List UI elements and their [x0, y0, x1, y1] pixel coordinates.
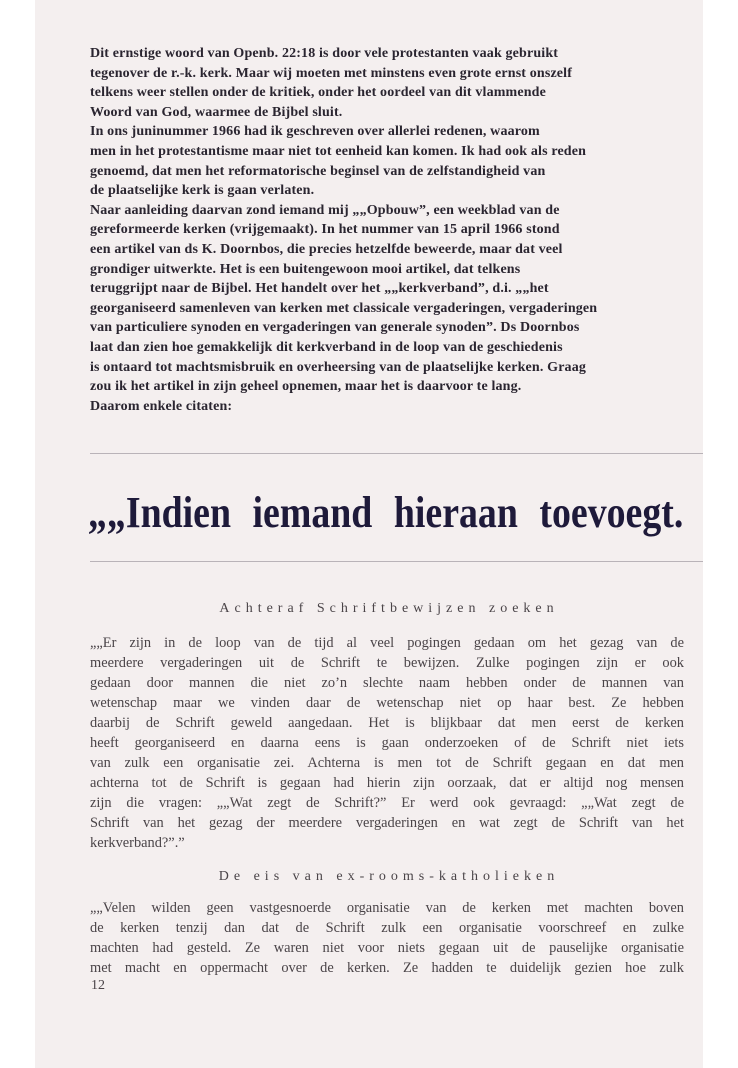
text-line: zou ik het artikel in zijn geheel opnemen, maar het is daarvoor te lang.	[90, 379, 522, 395]
text-line: Schrift van het gezag der meerdere vergaderingen en wat zegt de Schrift van het	[90, 815, 684, 831]
text-line: gereformeerde kerken (vrijgemaakt). In het nummer van 15 april 1966 stond	[90, 222, 560, 238]
text-line: de plaatselijke kerk is gaan verlaten.	[90, 183, 315, 199]
text-line: zijn die vragen: „„Wat zegt de Schrift?” Er werd ook gevraagd: „„Wat zegt de	[90, 795, 684, 811]
headline-rule-top	[90, 453, 703, 454]
text-line: men in het protestantisme maar niet tot eenheid kan komen. Ik had ook als reden	[90, 143, 587, 159]
text-line: Dit ernstige woord van Openb. 22:18 is door vele protestanten vaak gebruikt	[90, 46, 559, 61]
text-line: machten had gesteld. Ze waren niet voor niets gegaan uit de pauselijke organisatie	[90, 940, 684, 956]
text-line: daarbij de Schrift geweld aangedaan. Het is blijkbaar dat men eerst de kerken	[90, 715, 684, 731]
text-line: de kerken tenzij dan dat de Schrift zulk een organisatie voorschreef en zulke	[90, 920, 684, 936]
section-quote	[90, 898, 684, 978]
text-line: meerdere vergaderingen uit de Schrift te bewijzen. Zulke pogingen zijn er ook	[90, 655, 684, 671]
text-line: tegenover de r.-k. kerk. Maar wij moeten met minstens even grote ernst onszelf	[90, 65, 573, 81]
headline-rule-bottom	[90, 561, 703, 562]
text-line: van particuliere synoden en vergaderingen van generale synoden”. Ds Doornbos	[90, 320, 580, 336]
text-line: wetenschap maar we vinden daar de wetenschap niet op haar best. Ze hebben	[90, 695, 684, 711]
text-line: is ontaard tot machtsmisbruik en overheersing van de plaatselijke kerken. Graag	[90, 359, 587, 375]
text-line: genoemd, dat men het reformatorische beginsel van de zelfstandigheid van	[90, 163, 546, 179]
text-line: „„Velen wilden geen vastgesnoerde organisatie van de kerken met machten boven	[90, 900, 684, 916]
text-line: achterna tot de Schrift is gegaan had hierin zijn oorzaak, dat er altijd nog mensen	[90, 775, 684, 791]
text-line: „„Er zijn in de loop van de tijd al veel pogingen gedaan om het gezag van de	[90, 635, 684, 651]
text-line: teruggrijpt naar de Bijbel. Het handelt over het „„kerkverband”, d.i. „„het	[90, 281, 549, 297]
text-line: Daarom enkele citaten:	[90, 398, 233, 414]
text-line: heeft georganiseerd en daarna eens is gaan onderzoeken of de Schrift niet iets	[90, 735, 684, 751]
text-line: kerkverband?”.”	[90, 835, 185, 851]
text-line: grondiger uitwerkte. Het is een buitengewoon mooi artikel, dat telkens	[90, 261, 521, 277]
text-line: georganiseerd samenleven van kerken met classicale vergaderingen, vergaderingen	[90, 300, 598, 316]
text-line: met macht en oppermacht over de kerken. Ze hadden te duidelijk gezien hoe zulk	[90, 960, 684, 976]
text-line: een artikel van ds K. Doornbos, die precies hetzelfde beweerde, maar dat veel	[90, 241, 563, 257]
text-line: telkens weer stellen onder de kritiek, onder het oordeel van dit vlammende	[90, 85, 546, 101]
section-quote	[90, 633, 684, 853]
text-line: Woord van God, waarmee de Bijbel sluit.	[90, 104, 343, 120]
page-number: 12	[91, 978, 105, 993]
text-line: In ons juninummer 1966 had ik geschreven over allerlei redenen, waarom	[90, 124, 540, 140]
headline: „„Indien iemand hieraan toevoegt.	[88, 488, 684, 537]
section-heading: De eis van ex-rooms-katholieken	[218, 869, 560, 884]
text-line: van zulk een organisatie zei. Achterna is men tot de Schrift gegaan en dat men	[90, 755, 684, 771]
intro-text	[90, 44, 690, 416]
text-line: laat dan zien hoe gemakkelijk dit kerkverband in de loop van de geschiedenis	[90, 339, 563, 355]
text-line: Naar aanleiding daarvan zond iemand mij „„Opbouw”, een weekblad van de	[90, 202, 560, 218]
text-line: gedaan door mannen die niet zo’n slechte naam hebben onder de mannen van	[90, 675, 684, 691]
section-heading: Achteraf Schriftbewijzen zoeken	[219, 601, 559, 616]
